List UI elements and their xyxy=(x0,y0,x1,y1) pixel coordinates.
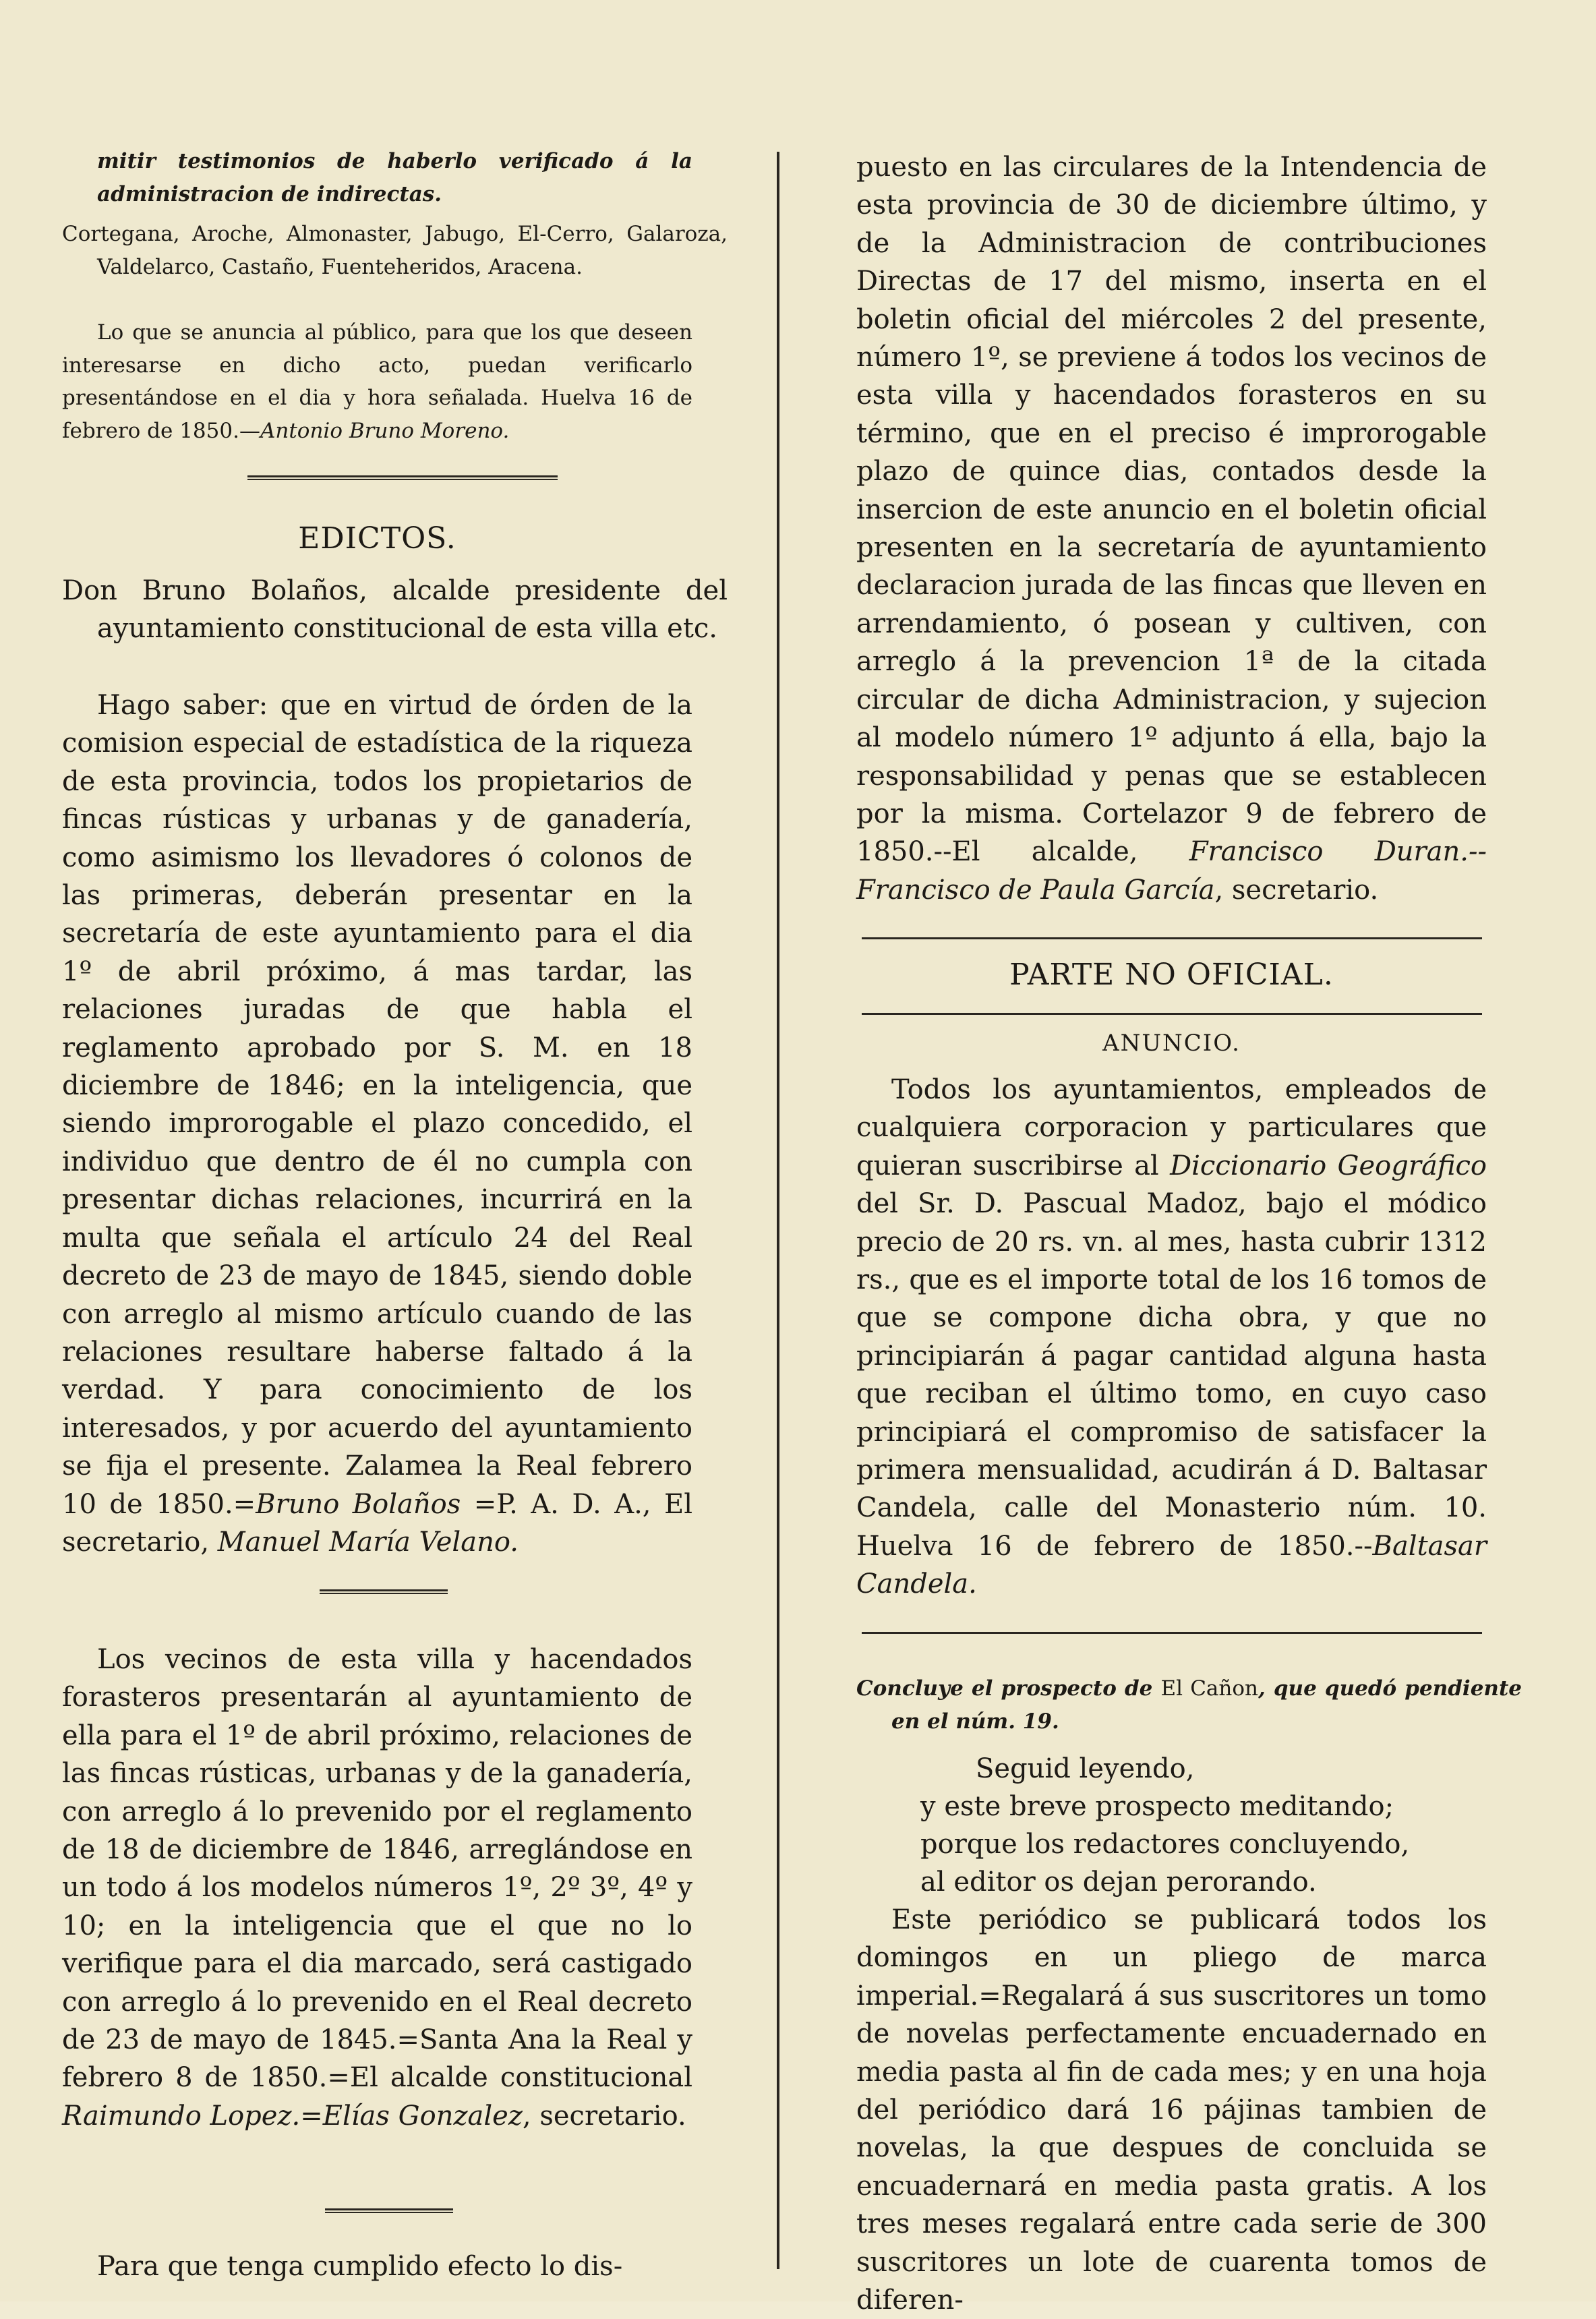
anuncio-signature: Baltasar Candela. xyxy=(856,1530,1487,1600)
section-title-parte-no-oficial: PARTE NO OFICIAL. xyxy=(1009,958,1334,992)
separator-rule xyxy=(862,1632,1482,1634)
separator-rule xyxy=(320,1589,448,1594)
anuncio-dictionary-title: Diccionario Geográfico xyxy=(1170,1150,1487,1181)
edict1-signature-secretary: Manuel María Velano. xyxy=(217,1526,519,1558)
continued-text: puesto en las circulares de la Intendencia de esta provincia de 30 de diciembre último, y de la Administracion de contribuciones Directas de 17 del mismo, inserta en el boletin oficial del miércoles 2 del presente, número 1º, se previene á todos los vecinos de esta villa y hacendados forasteros en su término, que en el preciso é improrogable plazo de quince dias, contados desde la insercion de este anuncio en el boletin oficial presenten en la secretaría de ayuntamiento declaracion jurada de las fincas que lleven en arrendamiento, ó posean y cultiven, con arreglo á la prevencion 1ª de la citada circular de dicha Administracion, y sujecion al modelo número 1º adjunto á ella, bajo la responsabilidad y penas que se establecen por la misma. Cortelazor 9 de febrero de 1850.--El alcalde, xyxy=(856,152,1487,868)
anuncio-title: ANUNCIO. xyxy=(1102,1030,1241,1057)
final-paragraph: Este periódico se publicará todos los domingos en un pliego de marca imperial.=Regalará á sus suscritores un tomo de novelas perfectamente encuadernado en media pasta al fin de cada mes; y en una hoja del periódico dará 16 pájinas tambien de novelas, la que despues de concluida se encuadernará en media pasta gratis. A los tres meses regalará entre cada serie de 300 suscritores un lote de cuarenta tomos de diferen- xyxy=(856,1904,1487,2316)
edict1-signature-mayor: Bruno Bolaños xyxy=(256,1488,461,1520)
separator-rule xyxy=(247,475,558,480)
edict1-body xyxy=(62,686,692,1561)
separator-rule xyxy=(862,1013,1482,1015)
prospect-heading xyxy=(856,1672,1522,1738)
prospect-text-a: Concluye el prospecto de xyxy=(856,1676,1161,1701)
verse-line: y este breve prospecto meditando; xyxy=(920,1791,1394,1822)
column-divider xyxy=(777,152,779,2269)
anuncio-body xyxy=(856,1071,1487,1604)
notice-paragraph xyxy=(62,316,692,447)
edict2-mid: = xyxy=(300,2100,323,2132)
edict1-header: Don Bruno Bolaños, alcalde presidente del ayuntamiento constitucional de esta villa etc. xyxy=(62,575,728,645)
continued-signature: Francisco Duran.--Francisco de Paula García xyxy=(856,836,1487,906)
anuncio-text-a: Todos los ayuntamientos, empleados de cualquiera corporacion y particulares que quieran suscribirse al xyxy=(856,1074,1487,1181)
edict2-end: , secretario. xyxy=(522,2100,686,2132)
prospect-text-c: , que quedó pendiente en el núm. 19. xyxy=(891,1676,1522,1734)
edict2-body xyxy=(62,1641,692,2135)
notice-signature: Antonio Bruno Moreno. xyxy=(260,418,510,443)
edict1-text: Hago saber: que en virtud de órden de la comision especial de estadística de la riqueza de esta provincia, todos los propietarios de fincas rústicas y urbanas y de ganadería, como asimismo los llevadores ó colonos de las primeras, deberán presentar en la secretaría de este ayuntamiento para el dia 1º de abril próximo, á mas tardar, las relaciones juradas de que habla el reglamento aprobado por S. M. en 18 diciembre de 1846; en la inteligencia, que siendo improrogable el plazo concedido, el individuo que dentro de él no cumpla con presentar dichas relaciones, incurrirá en la multa que señala el artículo 24 del Real decreto de 23 de mayo de 1845, siendo doble con arreglo al mismo artículo cuando de las relaciones resultare haberse faltado á la verdad. Y para conocimiento de los interesados, y por acuerdo del ayuntamiento se fija el presente. Zalamea la Real febrero 10 de 1850.= xyxy=(62,690,692,1520)
anuncio-text-b: del Sr. D. Pascual Madoz, bajo el módico precio de 20 rs. vn. al mes, hasta cubrir 1312 rs., que es el importe total de los 16 tomos de que se compone dicha obra, y que no principiarán á pagar cantidad alguna hasta que reciban el último tomo, en cuyo caso principiará el compromiso de satisfacer la primera mensualidad, acudirán á D. Baltasar Candela, calle del Monasterio núm. 10. Huelva 16 de febrero de 1850.-- xyxy=(856,1188,1487,1562)
bottom-line: Para que tenga cumplido efecto lo dis- xyxy=(97,2251,623,2282)
top-paragraph: mitir testimonios de haberlo verificado á la administracion de indirectas. xyxy=(97,149,692,206)
section-title-edictos: EDICTOS. xyxy=(298,521,456,556)
edict2-text: Los vecinos de esta villa y hacendados forasteros presentarán al ayuntamiento de ella para el 1º de abril próximo, relaciones de las fincas rústicas, urbanas y de la ganadería, con arreglo á lo prevenido por el reglamento de 18 de diciembre de 1846, arreglándose en un todo á los modelos números 1º, 2º 3º, 4º y 10; en la inteligencia que el que no lo verifique para el dia marcado, será castigado con arreglo á lo prevenido en el Real decreto de 23 de mayo de 1845.=Santa Ana la Real y febrero 8 de 1850.=El alcalde constitucional xyxy=(62,1644,692,2094)
continued-end: , secretario. xyxy=(1214,874,1379,906)
verse xyxy=(920,1750,1487,1901)
verse-line: Seguid leyendo, xyxy=(976,1753,1195,1784)
continued-paragraph xyxy=(856,148,1487,909)
verse-line: al editor os dejan perorando. xyxy=(920,1867,1317,1898)
edict2-signature-secretary: Elías Gonzalez xyxy=(322,2100,523,2132)
separator-rule xyxy=(862,937,1482,939)
notice-text: Lo que se anuncia al público, para que los que deseen interesarse en dicho acto, puedan verificarlo presentándose en el dia y hora señalada. Huelva 16 de febrero de 1850.— xyxy=(62,320,692,443)
separator-rule xyxy=(325,2208,453,2213)
verse-line: porque los redactores concluyendo, xyxy=(920,1829,1410,1860)
town-list: Cortegana, Aroche, Almonaster, Jabugo, El-Cerro, Galaroza, Valdelarco, Castaño, Fuenteheridos, Aracena. xyxy=(62,222,728,279)
prospect-newspaper-name: El Cañon xyxy=(1160,1676,1258,1701)
edict2-signature-mayor: Raimundo Lopez. xyxy=(62,2100,301,2132)
edict1-mid: =P. A. D. A., El secretario, xyxy=(62,1488,692,1558)
